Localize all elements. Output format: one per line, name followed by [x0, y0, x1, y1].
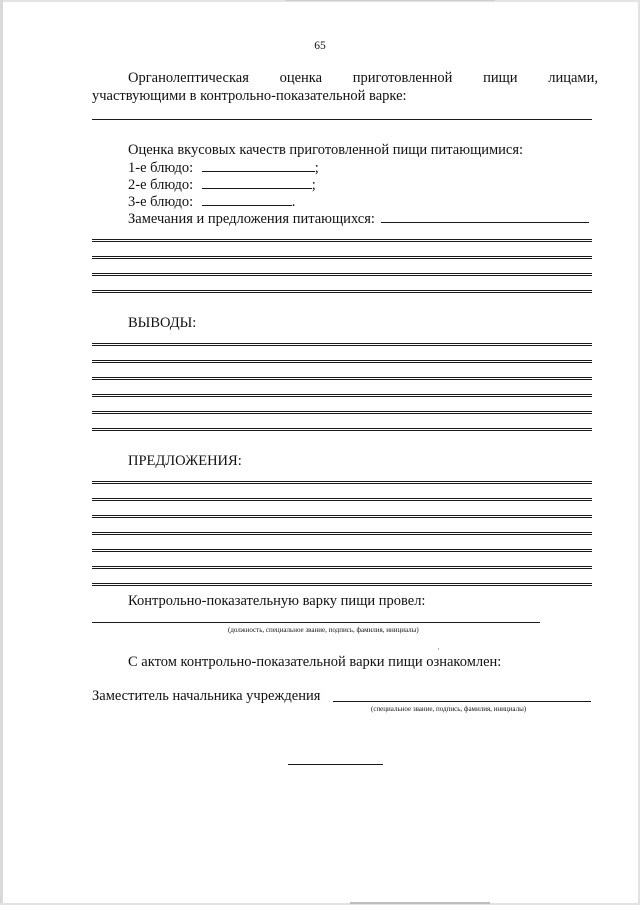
intro-word: пищи	[483, 70, 518, 86]
dish-3-label: 3-е блюдо:	[128, 194, 194, 210]
taste-heading: Оценка вкусовых качеств приготовленной пищи питающимися:	[128, 142, 524, 158]
remarks-line[interactable]	[92, 239, 592, 242]
dish-2-row	[128, 176, 316, 194]
proposals-line[interactable]	[92, 481, 592, 484]
scan-speck: ·	[437, 644, 440, 654]
conclusions-line[interactable]	[92, 411, 592, 414]
intro-answer-line[interactable]	[92, 119, 592, 120]
conclusions-line[interactable]	[92, 343, 592, 346]
dish-3-sep: .	[291, 194, 296, 210]
proposals-line[interactable]	[92, 498, 592, 501]
dish-2-label: 2-е блюдо:	[128, 177, 194, 193]
intro-line-2: участвующими в контрольно-показательной варке:	[92, 88, 407, 104]
dish-2-field[interactable]	[202, 176, 312, 189]
dish-1-field[interactable]	[202, 159, 315, 172]
remarks-label: Замечания и предложения питающихся:	[128, 211, 375, 227]
conducted-caption: (должность, специальное звание, подпись, фамилия, инициалы)	[228, 626, 419, 634]
conclusions-line[interactable]	[92, 377, 592, 380]
deputy-signature-line[interactable]	[333, 701, 591, 702]
dish-1-sep: ;	[314, 160, 319, 176]
proposals-line[interactable]	[92, 566, 592, 569]
dish-1-row	[128, 159, 319, 177]
conducted-signature-line[interactable]	[92, 622, 540, 623]
conducted-label: Контрольно-показательную варку пищи провел:	[128, 593, 426, 609]
scan-edge-left	[0, 0, 3, 905]
conclusions-line[interactable]	[92, 394, 592, 397]
acknowledged-label: С актом контрольно-показательной варки пищи ознакомлен:	[128, 654, 502, 670]
remarks-row	[128, 210, 589, 228]
deputy-label: Заместитель начальника учреждения	[92, 688, 321, 704]
conclusions-heading: ВЫВОДЫ:	[128, 315, 197, 331]
dish-1-label: 1-е блюдо:	[128, 160, 194, 176]
scan-artifact-top	[285, 0, 495, 1]
intro-word: оценка	[279, 70, 323, 86]
proposals-line[interactable]	[92, 532, 592, 535]
dish-3-row	[128, 193, 295, 211]
remarks-line[interactable]	[92, 256, 592, 259]
deputy-caption: (специальное звание, подпись, фамилия, инициалы)	[371, 705, 527, 713]
conclusions-line[interactable]	[92, 360, 592, 363]
proposals-heading: ПРЕДЛОЖЕНИЯ:	[128, 453, 242, 469]
end-rule	[288, 764, 383, 765]
intro-line-1	[128, 70, 598, 87]
dish-3-field[interactable]	[202, 193, 292, 206]
proposals-line[interactable]	[92, 549, 592, 552]
scan-artifact-bottom	[350, 902, 490, 904]
proposals-line[interactable]	[92, 515, 592, 518]
intro-word: приготовленной	[352, 70, 453, 86]
intro-word: лицами,	[548, 70, 598, 86]
intro-word: Органолептическая	[128, 70, 249, 86]
page-number: 65	[314, 40, 326, 52]
remarks-line[interactable]	[92, 273, 592, 276]
remarks-field[interactable]	[381, 210, 589, 223]
conclusions-line[interactable]	[92, 428, 592, 431]
dish-2-sep: ;	[311, 177, 316, 193]
proposals-line[interactable]	[92, 583, 592, 586]
remarks-line[interactable]	[92, 290, 592, 293]
